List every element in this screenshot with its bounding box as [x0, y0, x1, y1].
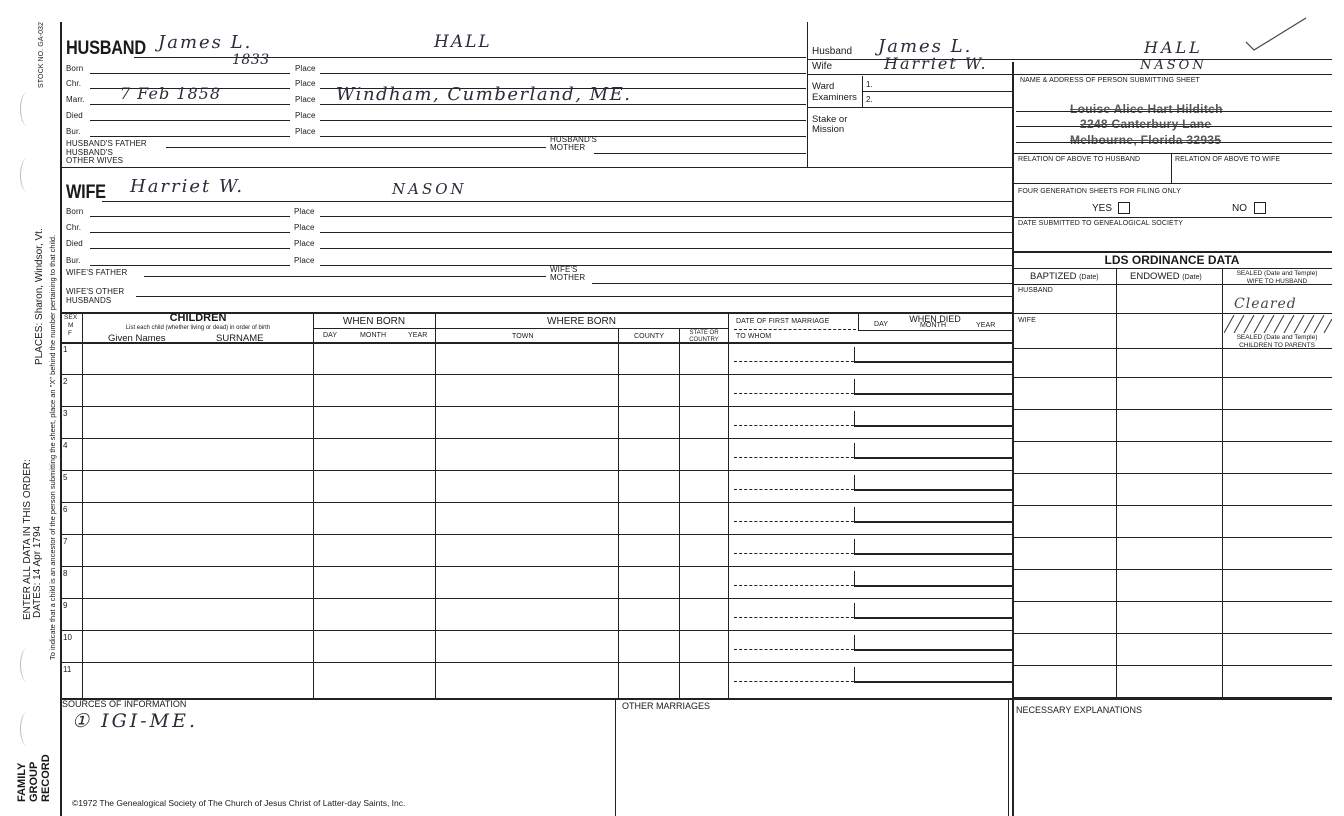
county-col-divider — [618, 328, 619, 698]
header-wife-value: Harriet W. — [884, 54, 988, 73]
header-divider — [807, 22, 808, 168]
cleared-note: Cleared — [1234, 296, 1297, 312]
husband-heading: HUSBAND — [66, 38, 146, 59]
submitter-address-line-3: Melbourne, Florida 32935 — [1070, 133, 1222, 147]
husband-died-label: Died — [66, 111, 83, 120]
lds-child-row-line — [1012, 633, 1332, 634]
husband-marr-value: 7 Feb 1858 — [120, 84, 222, 103]
born-subheader-line — [313, 328, 728, 329]
child-row-line — [61, 534, 1012, 535]
punch-hole-mark — [20, 158, 35, 192]
wife-died-label: Died — [66, 239, 83, 248]
child-marriage-dash — [734, 649, 854, 650]
born-day-label: DAY — [323, 332, 338, 339]
child-marriage-dash — [734, 361, 854, 362]
husband-father-label: HUSBAND'S FATHER — [66, 139, 147, 148]
other-marriages-divider — [615, 698, 616, 816]
child-marriage-dash — [734, 425, 854, 426]
child-died-cell-line — [854, 361, 1012, 363]
child-row-line — [61, 630, 1012, 631]
to-whom-label: TO WHOM — [736, 333, 772, 340]
examiners-label: Examiners — [812, 92, 857, 103]
husband-chr-place-label: Place — [295, 79, 316, 88]
wife-surname: NASON — [392, 180, 467, 198]
date-submitted-label: DATE SUBMITTED TO GENEALOGICAL SOCIETY — [1018, 220, 1183, 227]
lds-wife-row-bottom-line — [1012, 348, 1332, 349]
lds-child-row-line — [1012, 601, 1332, 602]
address-line-2 — [1016, 126, 1332, 127]
sources-value: ① IGI-ME. — [72, 710, 199, 732]
wife-other-husbands-line — [136, 296, 1012, 297]
child-died-cell-edge — [854, 475, 855, 489]
four-gen-label: FOUR GENERATION SHEETS FOR FILING ONLY — [1018, 188, 1182, 195]
child-marriage-dash — [734, 521, 854, 522]
husband-died-place-label: Place — [295, 111, 316, 120]
child-row-number: 2 — [63, 377, 68, 386]
children-header-bottom-line — [61, 342, 1012, 344]
submitter-label: NAME & ADDRESS OF PERSON SUBMITTING SHEET — [1020, 77, 1200, 84]
wife-chr-label: Chr. — [66, 223, 82, 232]
wife-given-names: Harriet W. — [130, 176, 245, 197]
yes-checkbox[interactable] — [1118, 202, 1130, 214]
explanations-divider — [1008, 698, 1009, 816]
first-marriage-dash — [734, 329, 856, 330]
wife-heading: WIFE — [66, 182, 106, 203]
address-line-1 — [1016, 111, 1332, 112]
checkmark-icon — [1244, 16, 1308, 54]
child-died-cell-edge — [854, 411, 855, 425]
wife-born-label: Born — [66, 207, 84, 216]
ward-divider — [862, 76, 863, 108]
sealed-children-label: SEALED (Date and Temple) CHILDREN TO PARENTS — [1236, 334, 1318, 349]
child-row-line — [61, 374, 1012, 375]
wife-born-place-line — [320, 216, 1012, 217]
header-wife-label: Wife — [812, 61, 832, 72]
child-row-line — [61, 662, 1012, 663]
died-col-divider — [858, 312, 859, 330]
child-row-line — [61, 502, 1012, 503]
examiner-1-label: 1. — [866, 80, 873, 89]
ancestor-note: To indicate that a child is an ancestor of the person submitting the sheet, place an "X" behind the number pertaining to that child. — [48, 234, 57, 660]
stake-label: Stake or — [812, 114, 848, 125]
child-row-line — [61, 566, 1012, 567]
submitter-address-line-1: Louise Alice Hart Hilditch — [1070, 102, 1223, 116]
lds-header-line — [1012, 284, 1332, 285]
child-died-cell-edge — [854, 603, 855, 617]
explanations-label: NECESSARY EXPLANATIONS — [1016, 705, 1143, 715]
child-row-number: 5 — [63, 473, 68, 482]
enter-order-note: ENTER ALL DATA IN THIS ORDER: — [22, 459, 33, 620]
relation-bottom-line — [1012, 183, 1332, 184]
child-row-line — [61, 470, 1012, 471]
child-died-cell-line — [854, 649, 1012, 651]
child-row-number: 9 — [63, 601, 68, 610]
child-marriage-dash — [734, 489, 854, 490]
when-born-label: WHEN BORN — [342, 316, 406, 327]
lds-child-row-line — [1012, 377, 1332, 378]
husband-born-place-label: Place — [295, 64, 316, 73]
child-marriage-dash — [734, 585, 854, 586]
child-died-cell-edge — [854, 539, 855, 553]
relation-divider — [1171, 153, 1172, 183]
husband-bur-label: Bur. — [66, 127, 81, 136]
died-month-label: MONTH — [920, 322, 947, 329]
husband-mother-label: HUSBAND'S MOTHER — [550, 135, 597, 152]
sources-label: SOURCES OF INFORMATION — [62, 699, 187, 709]
lds-child-row-line — [1012, 569, 1332, 570]
child-died-cell-line — [854, 585, 1012, 587]
born-month-label: MONTH — [360, 332, 387, 339]
husband-died-place-line — [320, 120, 806, 121]
husband-other-wives-label: HUSBAND'S OTHER WIVES — [66, 148, 124, 165]
lds-title-line — [1012, 268, 1332, 269]
lds-child-row-line — [1012, 537, 1332, 538]
header-husband-surname: HALL — [1144, 38, 1203, 57]
children-label: CHILDREN — [169, 312, 227, 324]
husband-born-place-line — [320, 73, 806, 74]
lds-child-row-line — [1012, 473, 1332, 474]
wife-bur-place-line — [320, 265, 1012, 266]
no-label: NO — [1232, 203, 1247, 214]
child-marriage-dash — [734, 553, 854, 554]
child-died-cell-edge — [854, 635, 855, 649]
husband-marr-place-line — [320, 104, 806, 105]
child-row-number: 4 — [63, 441, 68, 450]
relation-top-line — [1012, 153, 1332, 154]
lds-title: LDS ORDINANCE DATA — [1104, 253, 1240, 267]
header-wife-surname: NASON — [1140, 58, 1207, 73]
other-marriages-label: OTHER MARRIAGES — [622, 701, 711, 711]
husband-surname: HALL — [434, 32, 492, 52]
child-died-cell-line — [854, 521, 1012, 523]
lds-child-row-line — [1012, 505, 1332, 506]
child-died-cell-line — [854, 425, 1012, 427]
child-row-number: 11 — [63, 665, 72, 674]
child-marriage-dash — [734, 681, 854, 682]
ward-label: Ward — [812, 81, 835, 92]
husband-marr-place: Windham, Cumberland, ME. — [336, 84, 632, 105]
died-day-label: DAY — [874, 321, 889, 328]
husband-chr-label: Chr. — [66, 79, 82, 88]
husband-marr-line — [90, 104, 290, 105]
husband-born-label: Born — [66, 64, 84, 73]
lds-child-row-line — [1012, 441, 1332, 442]
examiner-2-line — [808, 107, 1012, 108]
punch-hole-mark — [20, 92, 35, 126]
header-wife-line — [808, 74, 1332, 75]
no-checkbox[interactable] — [1254, 202, 1266, 214]
wife-father-label: WIFE'S FATHER — [66, 268, 128, 277]
lds-child-row-line — [1012, 665, 1332, 666]
husband-bur-line — [90, 136, 290, 137]
child-died-cell-edge — [854, 379, 855, 393]
child-row-number: 1 — [63, 345, 68, 354]
wife-born-place-label: Place — [294, 207, 315, 216]
husband-father-line — [166, 147, 546, 148]
husband-born-value: 1833 — [232, 52, 270, 68]
lds-wife-row-label: WIFE — [1018, 317, 1036, 324]
state-col-divider — [679, 328, 680, 698]
child-row-line — [61, 598, 1012, 599]
wife-chr-place-line — [320, 232, 1012, 233]
sex-col-divider — [82, 312, 83, 698]
child-marriage-dash — [734, 617, 854, 618]
husband-mother-line — [594, 153, 806, 154]
wife-died-place-label: Place — [294, 239, 315, 248]
died-year-label: YEAR — [976, 322, 996, 329]
four-gen-bottom-line — [1012, 217, 1332, 218]
county-label: COUNTY — [634, 333, 665, 340]
lds-child-row-line — [1012, 409, 1332, 410]
child-row-number: 3 — [63, 409, 68, 418]
wife-father-line — [144, 276, 546, 277]
wife-bur-place-label: Place — [294, 256, 315, 265]
child-died-cell-edge — [854, 507, 855, 521]
lds-husband-row-line — [1012, 313, 1332, 314]
header-husband-label: Husband — [812, 46, 853, 57]
child-row-line — [61, 406, 1012, 407]
given-names-label: Given Names — [108, 333, 166, 344]
born-year-label: YEAR — [408, 332, 428, 339]
dates-example-note: DATES: 14 Apr 1794 — [32, 525, 43, 618]
examiner-1-line — [862, 91, 1012, 92]
wife-bur-label: Bur. — [66, 256, 81, 265]
wife-chr-place-label: Place — [294, 223, 315, 232]
child-died-cell-line — [854, 457, 1012, 459]
form-left-border — [60, 22, 62, 816]
submitter-address-line-2: 2248 Canterbury Lane — [1080, 117, 1212, 131]
child-died-cell-line — [854, 553, 1012, 555]
child-died-cell-line — [854, 617, 1012, 619]
child-row-number: 10 — [63, 633, 72, 642]
punch-hole-mark — [20, 648, 35, 682]
husband-bur-place-label: Place — [295, 127, 316, 136]
footer-top-line — [61, 698, 1332, 700]
child-row-line — [61, 438, 1012, 439]
child-row-number: 6 — [63, 505, 68, 514]
lds-husband-row-label: HUSBAND — [1018, 287, 1053, 294]
surname-label: SURNAME — [216, 333, 264, 344]
hatched-box — [1224, 315, 1332, 333]
wife-born-line — [90, 216, 290, 217]
wife-died-line — [90, 248, 290, 249]
child-row-number: 7 — [63, 537, 68, 546]
stock-number: STOCK NO. GA-032 — [38, 21, 45, 88]
first-marriage-label: DATE OF FIRST MARRIAGE — [736, 318, 830, 325]
yes-label: YES — [1092, 203, 1113, 214]
wife-other-husbands-label: WIFE'S OTHER HUSBANDS — [66, 287, 125, 305]
places-note: PLACES: Sharon, Windsor, Vt. — [34, 228, 45, 365]
husband-given-names: James L. — [158, 32, 253, 53]
husband-born-line — [90, 73, 290, 74]
town-label: TOWN — [512, 333, 534, 340]
mission-label: Mission — [812, 124, 845, 135]
child-died-cell-line — [854, 393, 1012, 395]
wife-died-place-line — [320, 248, 1012, 249]
where-born-col-divider — [435, 312, 436, 698]
right-panel-border — [1012, 62, 1014, 816]
header-husband-value: James L. — [878, 36, 973, 57]
relation-wife-label: RELATION OF ABOVE TO WIFE — [1175, 156, 1281, 163]
wife-name-line — [102, 201, 1012, 202]
endowed-label: ENDOWED (Date) — [1130, 271, 1202, 282]
wife-mother-label: WIFE'S MOTHER — [550, 265, 586, 282]
when-born-col-divider — [313, 312, 314, 698]
copyright-text: ©1972 The Genealogical Society of The Church of Jesus Christ of Latter-day Saints, Inc. — [72, 798, 406, 808]
where-born-label: WHERE BORN — [547, 316, 616, 327]
husband-section-bottom — [61, 167, 1012, 168]
husband-marr-place-label: Place — [295, 95, 316, 104]
child-marriage-dash — [734, 393, 854, 394]
children-sub-label: List each child (whether living or dead) in order of birth — [125, 325, 271, 331]
child-died-cell-edge — [854, 443, 855, 457]
husband-marr-label: Marr. — [66, 95, 85, 104]
child-died-cell-line — [854, 489, 1012, 491]
punch-hole-mark — [20, 712, 35, 746]
baptized-label: BAPTIZED (Date) — [1030, 271, 1099, 282]
child-died-cell-edge — [854, 667, 855, 681]
husband-died-line — [90, 120, 290, 121]
examiner-2-label: 2. — [866, 95, 873, 104]
child-died-cell-edge — [854, 347, 855, 361]
marriage-col-divider — [728, 312, 729, 698]
sex-label: SEX M F — [64, 314, 78, 337]
wife-bur-line — [90, 265, 290, 266]
child-died-cell-line — [854, 681, 1012, 683]
form-title: FAMILY GROUP RECORD — [16, 754, 52, 802]
wife-chr-line — [90, 232, 290, 233]
wife-mother-line — [592, 283, 1012, 284]
when-died-label: WHEN DIED — [909, 314, 961, 324]
child-died-cell-edge — [854, 571, 855, 585]
state-label: STATE OR COUNTRY — [689, 330, 719, 343]
relation-husband-label: RELATION OF ABOVE TO HUSBAND — [1018, 156, 1141, 163]
address-line-3 — [1016, 142, 1332, 143]
child-row-number: 8 — [63, 569, 68, 578]
died-header-line — [858, 330, 1012, 331]
child-marriage-dash — [734, 457, 854, 458]
sealed-wife-label: SEALED (Date and Temple) WIFE TO HUSBAND — [1236, 270, 1318, 285]
